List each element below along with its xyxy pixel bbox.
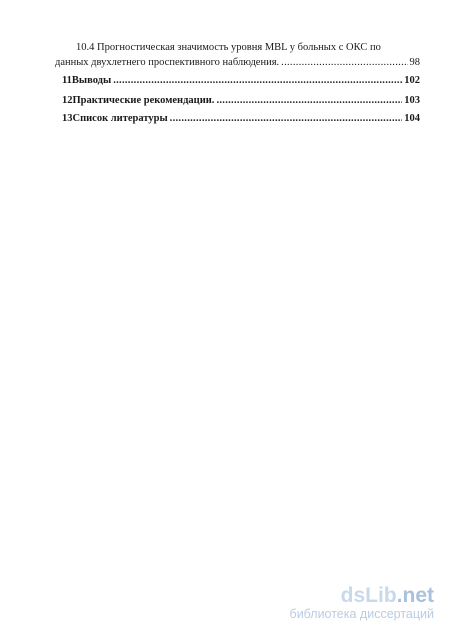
toc-entry-title: Практические рекомендации. [72,95,215,106]
toc-entry-number: 13 [62,113,73,124]
toc-entry-page: 98 [409,57,420,68]
watermark-subtitle: библиотека диссертаций [289,607,434,621]
toc-entry-13 [62,113,420,124]
watermark-logo-tld: .net [396,584,434,607]
toc-entry-title: Выводы [71,75,112,86]
toc-entry-title-continued: данных двухлетнего проспективного наблюдения. [55,57,280,68]
toc-entry-title: Список литературы [72,113,168,124]
toc-entry-10-4-line1 [76,42,381,53]
toc-entry-number: 12 [62,95,73,106]
toc-entry-title: Прогностическая значимость уровня MBL у больных с ОКС по [97,42,381,53]
toc-entry-10-4-line2 [55,57,420,68]
toc-entry-12 [62,95,420,106]
toc-entry-page: 103 [404,95,420,106]
dot-leader [216,95,402,106]
watermark [290,585,434,622]
dot-leader [281,57,407,68]
toc-entry-page: 104 [404,113,420,124]
toc-entry-11 [62,75,420,86]
watermark-logo [290,585,434,607]
toc-entry-page: 102 [404,75,420,86]
dot-leader [170,113,403,124]
watermark-logo-main: dsLib [340,584,397,607]
toc-entry-number: 11 [62,75,72,86]
toc-entry-number: 10.4 [76,42,95,53]
dot-leader [113,75,402,86]
